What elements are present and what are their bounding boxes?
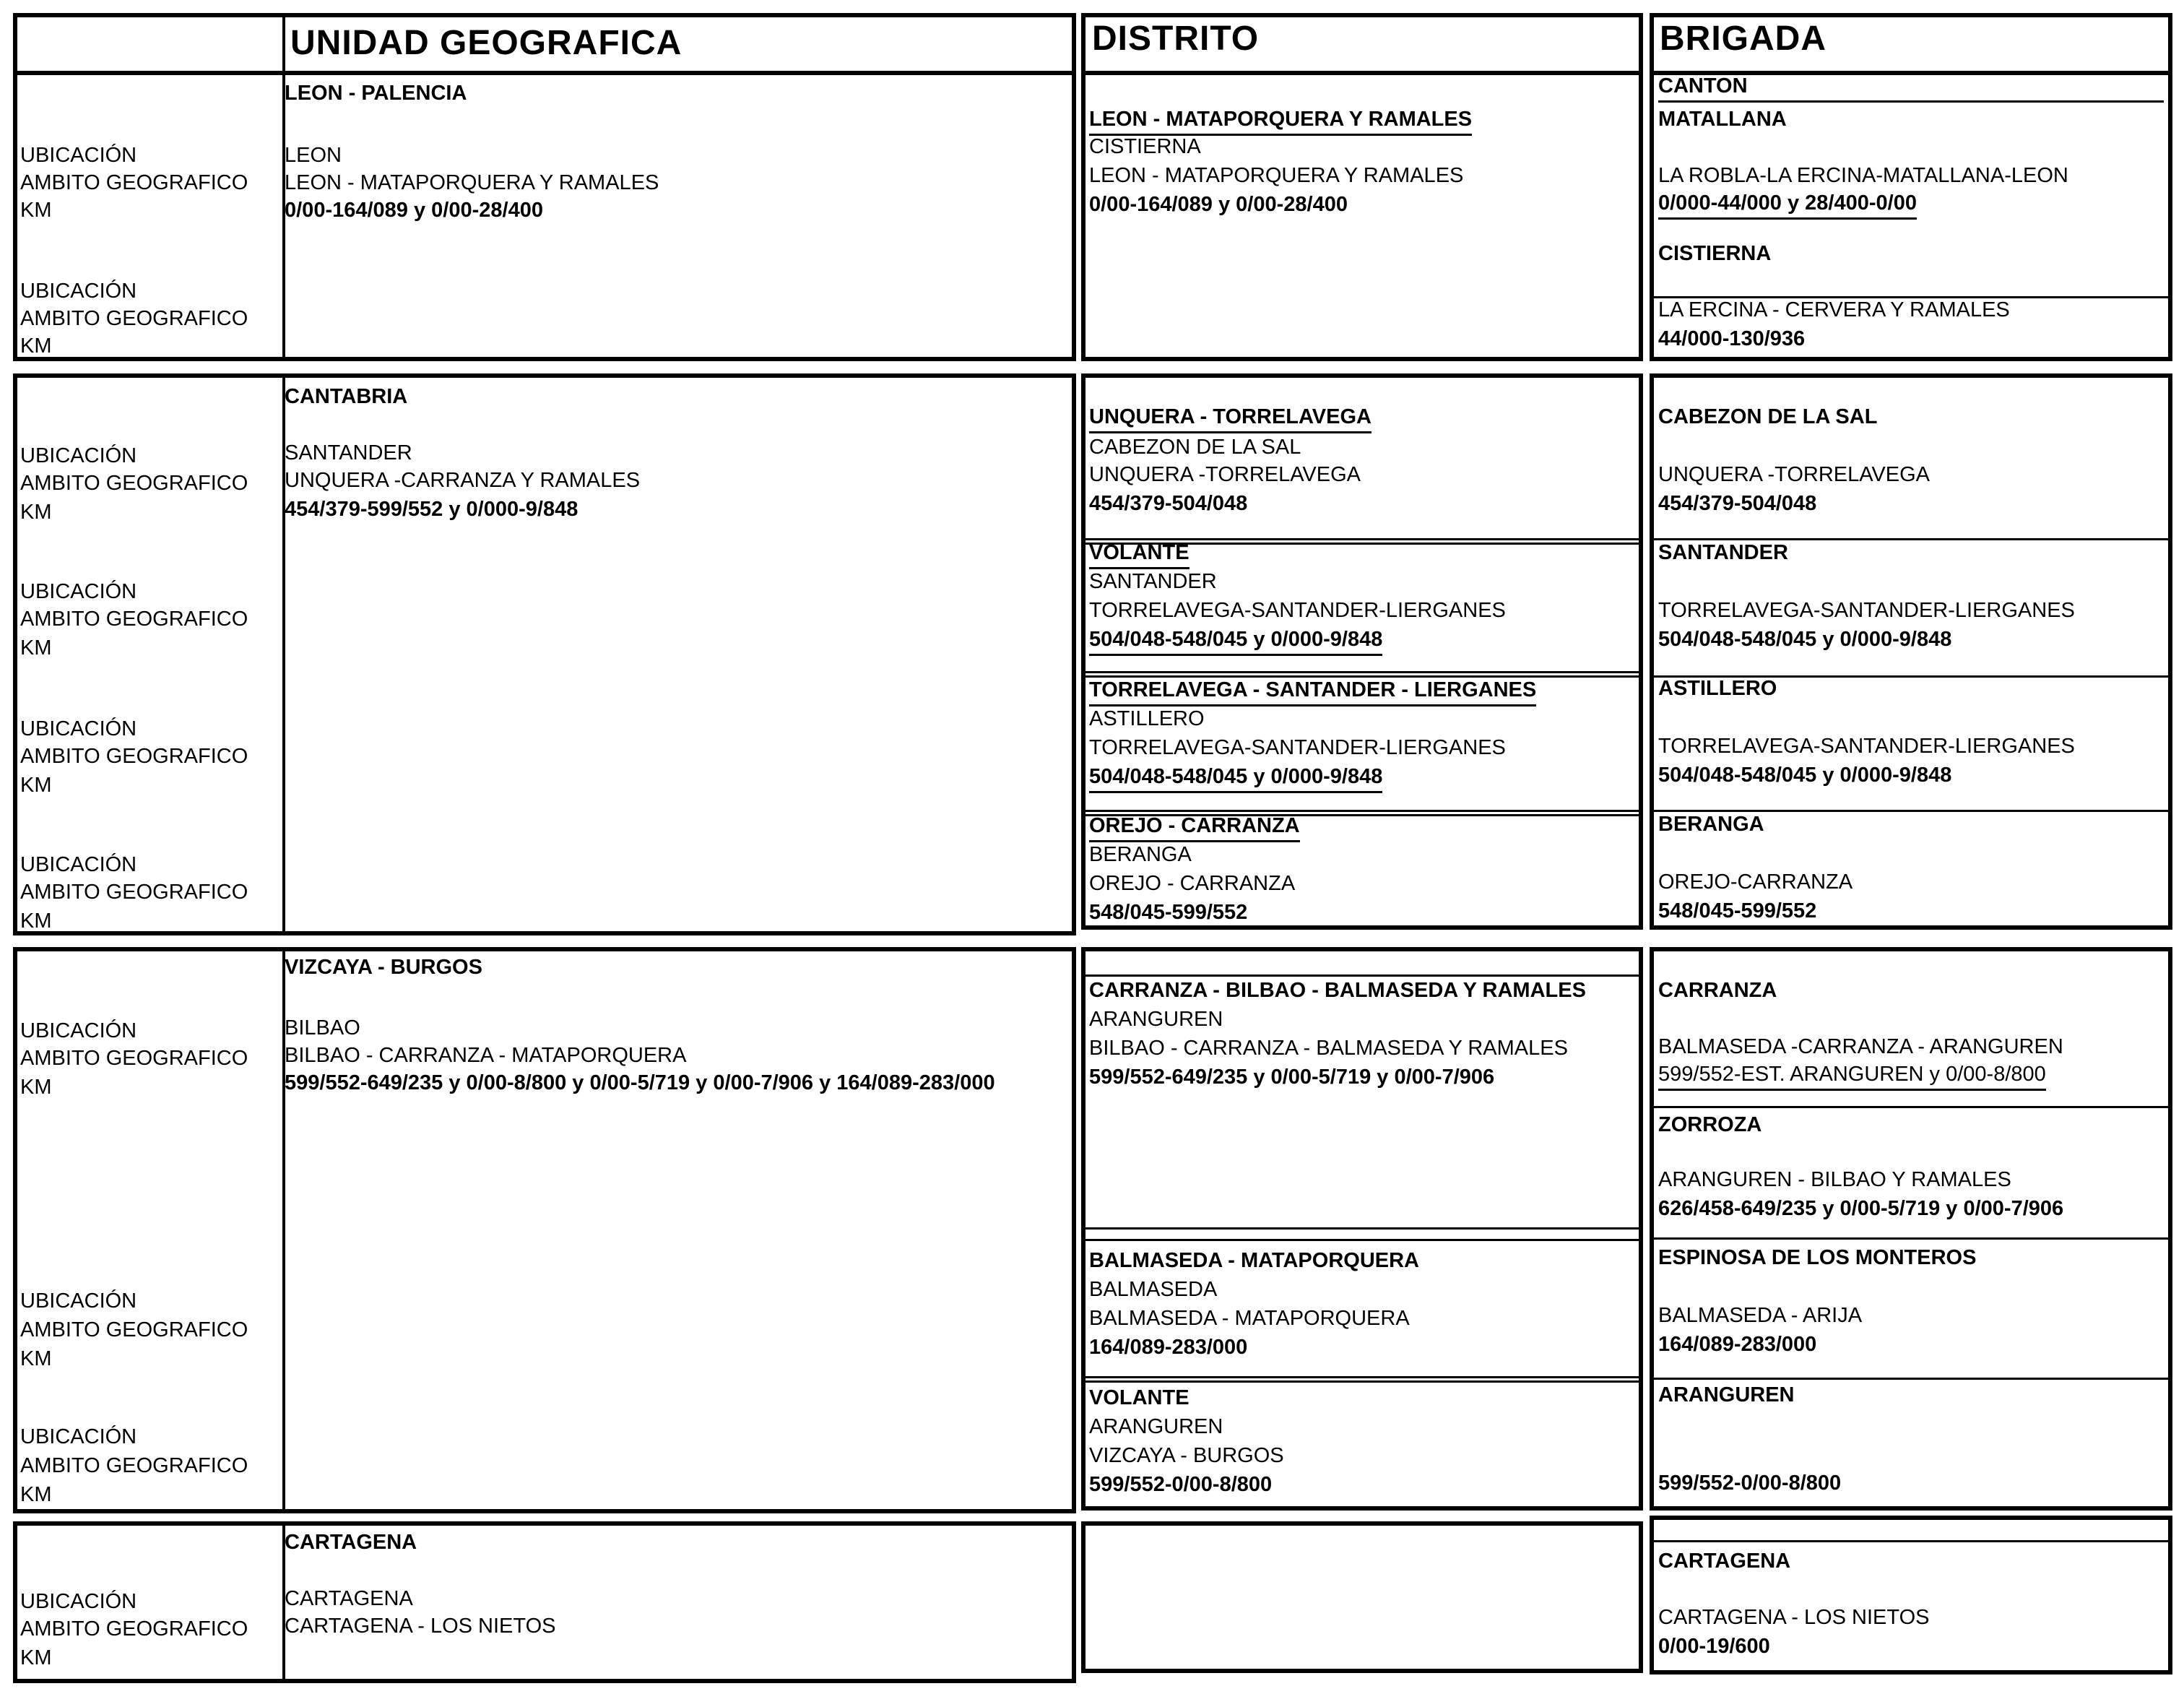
group-cartagena-distrito-box [1081,1521,1643,1673]
brigada-ambito: LA ERCINA - CERVERA Y RAMALES [1658,298,2010,321]
row-label-ambito: AMBITO GEOGRAFICO [20,472,248,495]
distrito-ambito: BILBAO - CARRANZA - BALMASEDA Y RAMALES [1089,1037,1568,1060]
distrito-ambito: TORRELAVEGA-SANTANDER-LIERGANES [1089,736,1506,759]
brigada-name: ARANGUREN [1658,1383,1795,1406]
distrito-ubicacion: BALMASEDA [1089,1278,1218,1301]
brigada-name: ESPINOSA DE LOS MONTEROS [1658,1246,1977,1269]
unidad-ubicacion: LEON [285,144,342,167]
row-label-km: KM [20,1646,52,1669]
brigada-ambito: TORRELAVEGA-SANTANDER-LIERGANES [1658,735,2075,758]
brigada-ambito: TORRELAVEGA-SANTANDER-LIERGANES [1658,599,2075,622]
row-label-ambito: AMBITO GEOGRAFICO [20,1454,248,1477]
unidad-name: VIZCAYA - BURGOS [285,956,482,979]
brigada-km: 626/458-649/235 y 0/00-5/719 y 0/00-7/906 [1658,1197,2064,1220]
distrito-ambito: BALMASEDA - MATAPORQUERA [1089,1307,1410,1330]
brigada-ambito: BALMASEDA - ARIJA [1658,1304,1863,1327]
unidad-ubicacion: SANTANDER [285,441,412,464]
brigada-km: 44/000-130/936 [1658,327,1806,350]
distrito-ubicacion: ASTILLERO [1089,707,1205,730]
header-unidad: UNIDAD GEOGRAFICA [290,24,682,62]
brigada-km: 599/552-EST. ARANGUREN y 0/00-8/800 [1658,1060,2046,1091]
distrito-name: VOLANTE [1089,1386,1190,1409]
brigada-km: 599/552-0/00-8/800 [1658,1472,1842,1495]
row-label-km: KM [20,199,52,222]
row-label-km: KM [20,909,52,933]
row-label-ubicacion: UBICACIÓN [20,1019,137,1042]
distrito-km: 548/045-599/552 [1089,901,1248,924]
distrito-ambito: VIZCAYA - BURGOS [1089,1444,1284,1467]
group-vizcaya-brigada-box [1650,947,2172,1511]
row-label-km: KM [20,774,52,797]
row-label-km: KM [20,1347,52,1370]
distrito-ambito: UNQUERA -TORRELAVEGA [1089,463,1361,486]
brigada-km: 0/000-44/000 y 28/400-0/00 [1658,189,1917,220]
row-label-ubicacion: UBICACIÓN [20,280,137,303]
unidad-km: 599/552-649/235 y 0/00-8/800 y 0/00-5/719 y 0/00-7/906 y 164/089-283/000 [285,1071,995,1094]
brigada-ambito: BALMASEDA -CARRANZA - ARANGUREN [1658,1035,2063,1058]
unidad-name: CARTAGENA [285,1531,417,1554]
header-distrito: DISTRITO [1092,20,1260,58]
row-label-ambito: AMBITO GEOGRAFICO [20,1047,248,1070]
distrito-km: 0/00-164/089 y 0/00-28/400 [1089,193,1348,216]
row-label-km: KM [20,636,52,660]
row-label-ubicacion: UBICACIÓN [20,444,137,467]
brigada-name: CABEZON DE LA SAL [1658,405,1878,428]
row-label-ubicacion: UBICACIÓN [20,1425,137,1448]
distrito-name: TORRELAVEGA - SANTANDER - LIERGANES [1089,676,1536,706]
distrito-ubicacion: BERANGA [1089,843,1192,866]
brigada-name: CISTIERNA [1658,242,1772,265]
unidad-name: LEON - PALENCIA [285,82,467,105]
row-label-ubicacion: UBICACIÓN [20,1289,137,1313]
brigada-ambito: ARANGUREN - BILBAO Y RAMALES [1658,1168,2011,1191]
distrito-name: BALMASEDA - MATAPORQUERA [1089,1249,1419,1272]
brigada-km: 504/048-548/045 y 0/000-9/848 [1658,764,1952,787]
row-label-ambito: AMBITO GEOGRAFICO [20,1617,248,1641]
brigada-ambito: OREJO-CARRANZA [1658,870,1853,894]
header-brigada: BRIGADA [1660,20,1826,58]
distrito-km: 504/048-548/045 y 0/000-9/848 [1089,763,1382,793]
distrito-ubicacion: ARANGUREN [1089,1415,1223,1438]
brigada-km: 164/089-283/000 [1658,1333,1817,1356]
unidad-ambito: BILBAO - CARRANZA - MATAPORQUERA [285,1044,687,1067]
unidad-name: CANTABRIA [285,385,408,408]
brigada-ubicacion: MATALLANA [1658,108,1787,131]
distrito-name: OREJO - CARRANZA [1089,812,1300,842]
group-cantabria-unidad-box [13,373,1076,935]
unidad-ambito: CARTAGENA - LOS NIETOS [285,1615,556,1638]
unidad-km: 0/00-164/089 y 0/00-28/400 [285,199,543,222]
distrito-name: LEON - MATAPORQUERA Y RAMALES [1089,105,1472,136]
distrito-ubicacion: CISTIERNA [1089,135,1201,158]
distrito-ambito: OREJO - CARRANZA [1089,872,1296,895]
distrito-km: 599/552-0/00-8/800 [1089,1473,1273,1496]
brigada-name: ZORROZA [1658,1113,1762,1136]
unidad-km: 454/379-599/552 y 0/000-9/848 [285,498,578,521]
row-label-ambito: AMBITO GEOGRAFICO [20,171,248,194]
brigada-km: 0/00-19/600 [1658,1635,1770,1658]
brigada-km: 504/048-548/045 y 0/000-9/848 [1658,628,1952,651]
row-label-ubicacion: UBICACIÓN [20,717,137,740]
row-label-ubicacion: UBICACIÓN [20,580,137,603]
row-label-km: KM [20,501,52,524]
brigada-ambito: CARTAGENA - LOS NIETOS [1658,1606,1930,1629]
brigada-name: CARRANZA [1658,979,1777,1002]
distrito-name: UNQUERA - TORRELAVEGA [1089,403,1372,433]
brigada-name: SANTANDER [1658,541,1788,564]
brigada-ambito: UNQUERA -TORRELAVEGA [1658,463,1930,486]
row-label-ubicacion: UBICACIÓN [20,144,137,167]
row-label-km: KM [20,334,52,358]
brigada-ambito: LA ROBLA-LA ERCINA-MATALLANA-LEON [1658,164,2068,187]
distrito-km: 599/552-649/235 y 0/00-5/719 y 0/00-7/906 [1089,1066,1495,1089]
row-label-ambito: AMBITO GEOGRAFICO [20,307,248,330]
group-cartagena-unidad-box [13,1521,1076,1683]
group-vizcaya-unidad-box [13,947,1076,1513]
row-label-ambito: AMBITO GEOGRAFICO [20,745,248,768]
distrito-ubicacion: SANTANDER [1089,570,1217,593]
distrito-name: CARRANZA - BILBAO - BALMASEDA Y RAMALES [1089,979,1586,1002]
distrito-km: 504/048-548/045 y 0/000-9/848 [1089,626,1382,656]
brigada-name: ASTILLERO [1658,677,1777,700]
row-label-ubicacion: UBICACIÓN [20,853,137,876]
row-label-ubicacion: UBICACIÓN [20,1590,137,1613]
distrito-ubicacion: CABEZON DE LA SAL [1089,436,1301,459]
distrito-ambito: TORRELAVEGA-SANTANDER-LIERGANES [1089,599,1506,622]
unidad-ambito: LEON - MATAPORQUERA Y RAMALES [285,171,659,194]
row-label-ambito: AMBITO GEOGRAFICO [20,881,248,904]
row-label-km: KM [20,1483,52,1506]
brigada-km: 548/045-599/552 [1658,899,1817,922]
distrito-ubicacion: ARANGUREN [1089,1008,1223,1031]
unidad-ambito: UNQUERA -CARRANZA Y RAMALES [285,469,641,492]
distrito-km: 454/379-504/048 [1089,492,1248,515]
unidad-ubicacion: BILBAO [285,1016,360,1040]
brigada-km: 454/379-504/048 [1658,492,1817,515]
row-label-km: KM [20,1076,52,1099]
distrito-ambito: LEON - MATAPORQUERA Y RAMALES [1089,164,1464,187]
row-label-ambito: AMBITO GEOGRAFICO [20,608,248,631]
distrito-name: VOLANTE [1089,539,1190,569]
unidad-ubicacion: CARTAGENA [285,1587,413,1610]
brigada-name: CANTON [1658,72,2164,103]
brigada-name: BERANGA [1658,813,1764,836]
distrito-km: 164/089-283/000 [1089,1336,1248,1359]
brigada-name: CARTAGENA [1658,1550,1791,1573]
row-label-ambito: AMBITO GEOGRAFICO [20,1318,248,1341]
